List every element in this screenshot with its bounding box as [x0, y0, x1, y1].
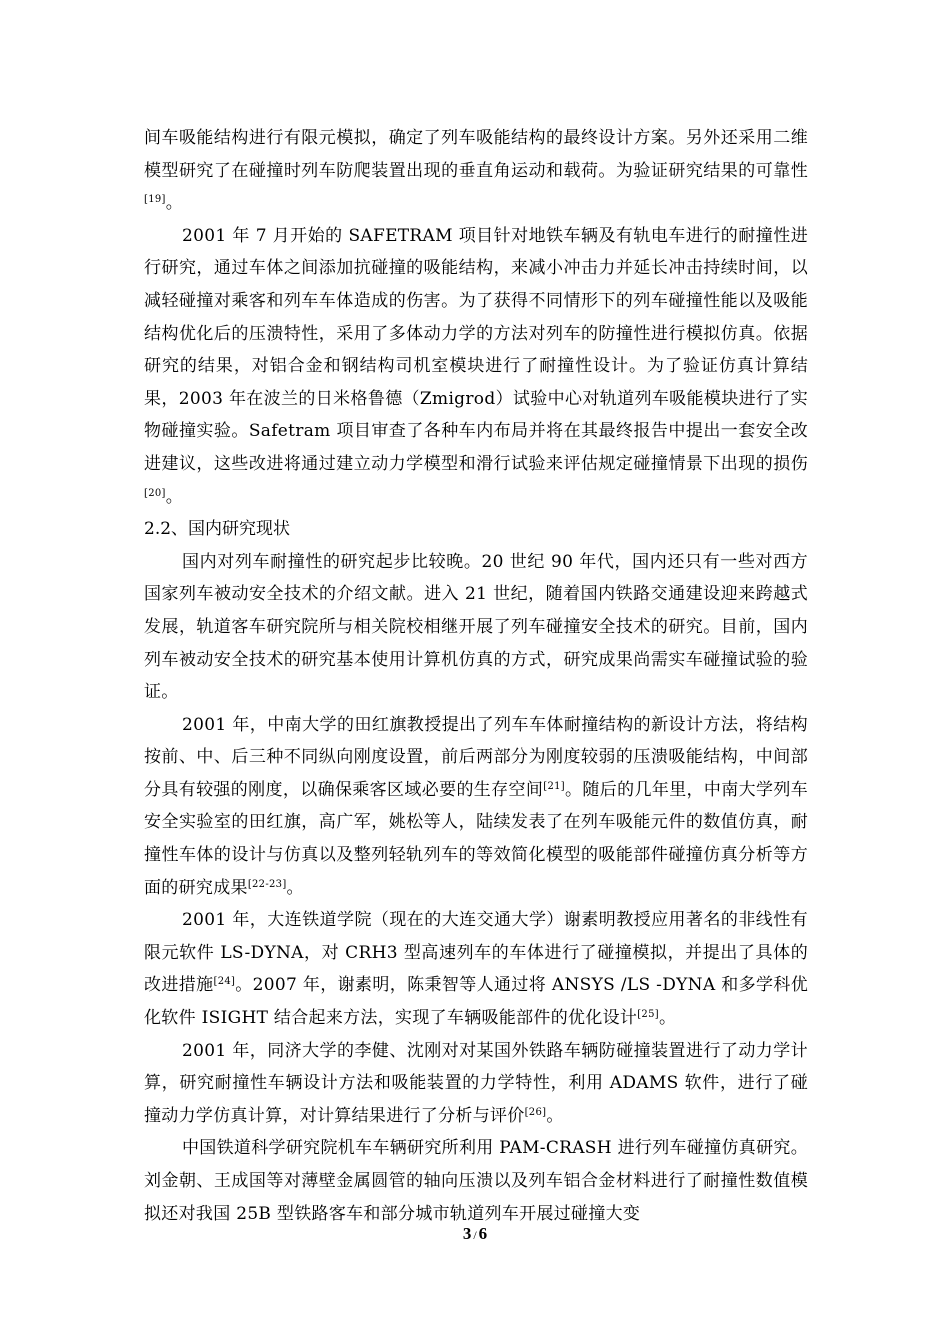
text-run: 2001 年，中南大学的田红旗教授提出了列车车体耐撞结构的新设计方法，将结构按前、中、后三种不同纵向刚度设置，前后两部分为刚度较弱的压溃吸能结构，中间部分具有较强的刚度，以确保乘客区域必要的生存空间 [144, 714, 808, 800]
page-separator: / [473, 1228, 477, 1242]
text-run: 。 [286, 877, 304, 898]
text-run: 。2007 年，谢素明，陈秉智等人通过将 ANSYS /LS -DYNA 和多学科优化软件 ISIGHT 结合起来方法，实现了车辆吸能部件的优化设计 [144, 975, 808, 1029]
text-run: 间车吸能结构进行有限元模拟，确定了列车吸能结构的最终设计方案。另外还采用二维模型研究了在碰撞时列车防爬装置出现的垂直角运动和载荷。为验证研究结果的可靠性 [144, 128, 808, 181]
text-run: 。随后的几年里，中南大学列车安全实验室的田红旗，高广军，姚松等人，陆续发表了在列车吸能元件的数值仿真，耐撞性车体的设计与仿真以及整列轻轨列车的等效简化模型的吸能部件碰撞仿真分析等方面的研究成果 [144, 779, 808, 898]
text-run: 。 [658, 1008, 677, 1029]
text-run: 中国铁道科学研究院机车车辆研究所利用 PAM-CRASH 进行列车碰撞仿真研究。刘金朝、王成国等对薄壁金属圆管的轴向压溃以及列车铝合金材料进行了耐撞性数值模拟还对我国 25B 型铁路客车和部分城市轨道列车开展过碰撞大变 [144, 1138, 808, 1224]
citation-ref: [19] [144, 194, 166, 206]
citation-ref: [25] [637, 1009, 659, 1021]
paragraph [144, 904, 808, 1034]
paragraph [144, 709, 808, 905]
paragraph [144, 220, 808, 513]
paragraph [144, 122, 808, 220]
citation-ref: [21] [543, 780, 565, 792]
citation-ref: [20] [144, 487, 166, 499]
paragraph [144, 1035, 808, 1133]
current-page: 3 [462, 1224, 472, 1243]
text-run: 国内对列车耐撞性的研究起步比较晚。20 世纪 90 年代，国内还只有一些对西方国家列车被动安全技术的介绍文献。进入 21 世纪，随着国内铁路交通建设迎来跨越式发展，轨道客车研究院所与相关院校相继开展了列车碰撞安全技术的研究。目前，国内列车被动安全技术的研究基本使用计算机仿真的方式，研究成果尚需实车碰撞试验的验证。 [144, 551, 808, 703]
text-run: 。 [546, 1105, 564, 1126]
section-heading [144, 513, 808, 546]
text-run: 。 [165, 486, 184, 507]
text-run: 2001 年，同济大学的李健、沈刚对对某国外铁路车辆防碰撞装置进行了动力学计算，研究耐撞性车辆设计方法和吸能装置的力学特性，利用 ADAMS 软件，进行了碰撞动力学仿真计算，对计算结果进行了分析与评价 [144, 1040, 808, 1126]
page-number [0, 1224, 950, 1244]
heading-text: 2.2、国内研究现状 [144, 519, 291, 540]
total-pages: 6 [478, 1224, 488, 1243]
body-text [144, 122, 808, 1230]
citation-ref: [26] [524, 1106, 547, 1118]
text-run: 2001 年 7 月开始的 SAFETRAM 项目针对地铁车辆及有轨电车进行的耐撞性进行研究，通过车体之间添加抗碰撞的吸能结构，来减小冲击力并延长冲击持续时间，以减轻碰撞对乘客和列车车体造成的伤害。为了获得不同情形下的列车碰撞性能以及吸能结构优化后的压溃特性，采用了多体动力学的方法对列车的防撞性进行模拟仿真。依据研究的结果，对铝合金和钢结构司机室模块进行了耐撞性设计。为了验证仿真计算结果，2003 年在波兰的日米格鲁德（Zmigrod）试验中心对轨道列车吸能模块进行了实物碰撞实验。Safetram 项目审查了各种车内布局并将在其最终报告中提出一套安全改进建议，这些改进将通过建立动力学模型和滑行试验来评估规定碰撞情景下出现的损伤 [144, 225, 808, 474]
paragraph [144, 1132, 808, 1230]
text-run: 2001 年，大连铁道学院（现在的大连交通大学）谢素明教授应用著名的非线性有限元软件 LS-DYNA，对 CRH3 型高速列车的车体进行了碰撞模拟，并提出了具体的改进措施 [144, 910, 808, 996]
text-run: 。 [165, 193, 184, 214]
citation-ref: [22-23] [247, 878, 287, 890]
citation-ref: [24] [213, 976, 236, 988]
paragraph [144, 546, 808, 709]
